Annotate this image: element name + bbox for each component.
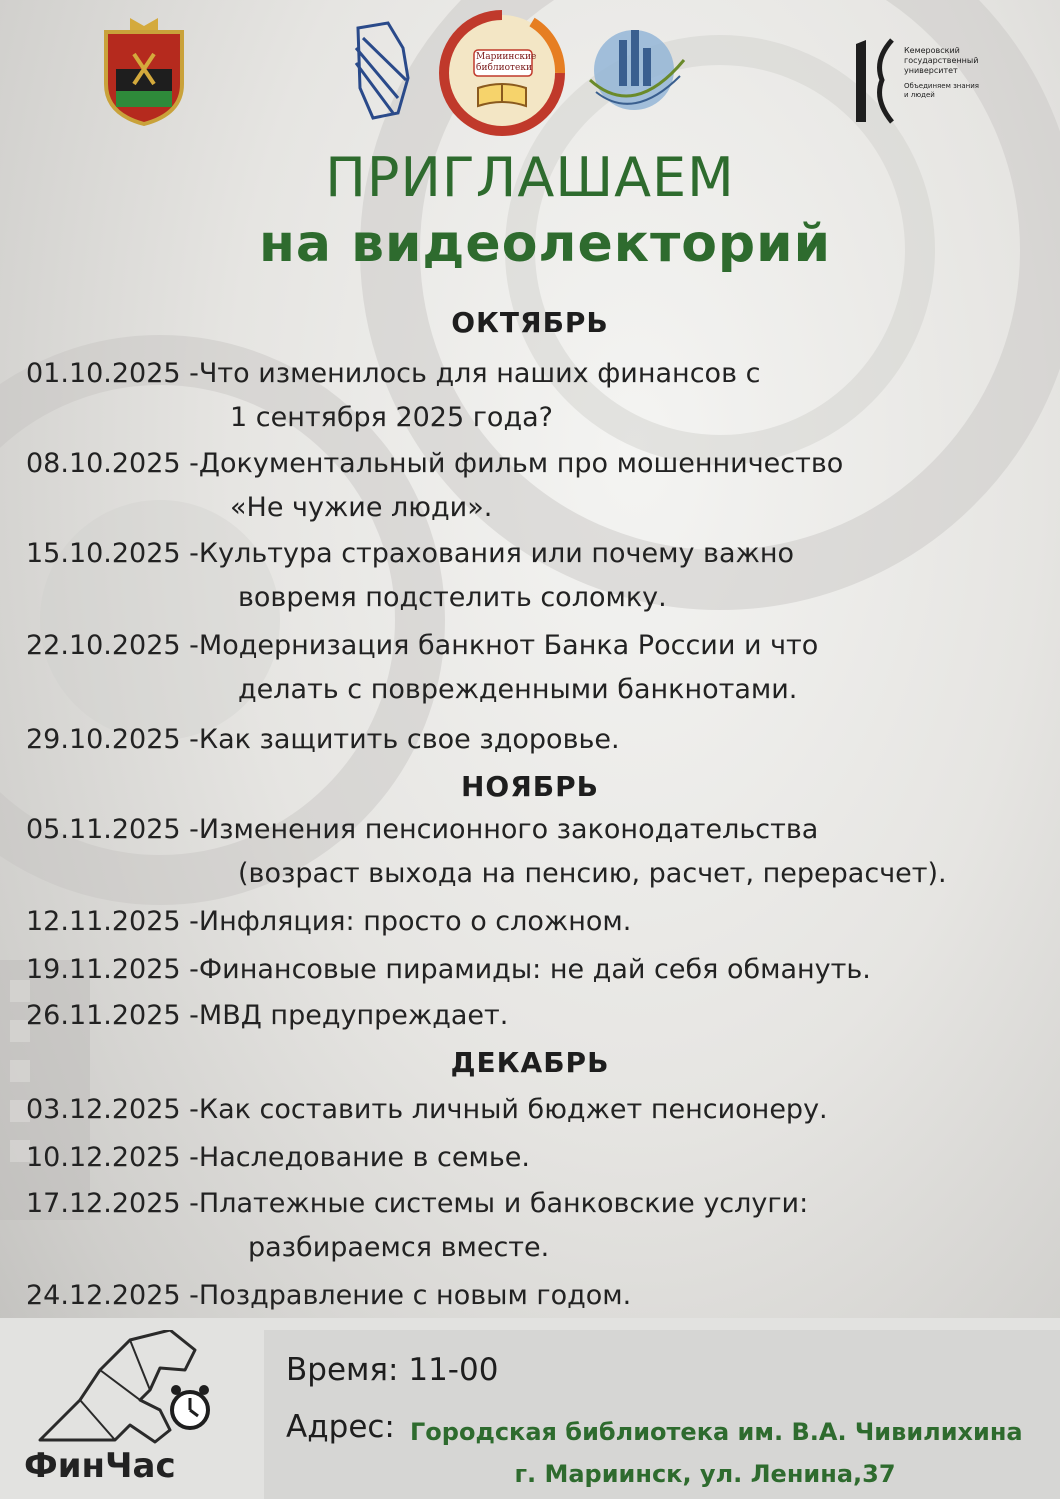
event-item bbox=[26, 1088, 828, 1132]
event-date: 10.12.2025 - bbox=[26, 1142, 199, 1173]
event-title: Поздравление с новым годом. bbox=[198, 1280, 632, 1311]
logos-row bbox=[0, 0, 1060, 150]
mariinsk-libraries-logo bbox=[436, 10, 566, 136]
library-logo-text: Мариинские библиотеки bbox=[476, 52, 537, 73]
finchas-brand: ФинЧас bbox=[24, 1446, 176, 1486]
event-title-continued: 1 сентября 2025 года? bbox=[230, 402, 553, 433]
address-label: Адрес: bbox=[286, 1409, 395, 1445]
event-item bbox=[26, 808, 947, 896]
event-item bbox=[26, 442, 843, 530]
event-date: 24.12.2025 - bbox=[26, 1280, 199, 1311]
event-item bbox=[26, 1274, 631, 1318]
event-title: Как защитить свое здоровье. bbox=[198, 724, 620, 755]
kemsu-k-icon bbox=[852, 38, 900, 124]
event-title-continued: разбираемся вместе. bbox=[248, 1232, 550, 1263]
event-date: 19.11.2025 - bbox=[26, 954, 199, 985]
kuzbass-coat-of-arms-icon bbox=[100, 14, 188, 126]
event-item bbox=[26, 900, 631, 944]
event-title: Инфляция: просто о сложном. bbox=[198, 906, 632, 937]
month-heading-december: ДЕКАБРЬ bbox=[450, 1046, 610, 1079]
event-title: Модернизация банкнот Банка России и что bbox=[198, 630, 819, 661]
event-title-continued: вовремя подстелить соломку. bbox=[238, 582, 667, 613]
region-map-logo-icon bbox=[348, 18, 418, 128]
event-date: 08.10.2025 - bbox=[26, 448, 199, 479]
dinosaur-alarm-clock-icon bbox=[20, 1330, 240, 1450]
event-time: Время: 11-00 bbox=[286, 1352, 499, 1388]
event-item bbox=[26, 718, 620, 762]
title-invite: ПРИГЛАШАЕМ bbox=[325, 146, 735, 209]
event-date: 03.12.2025 - bbox=[26, 1094, 199, 1125]
event-title: Как составить личный бюджет пенсионеру. bbox=[198, 1094, 828, 1125]
university-slogan: Объединяем знания и людей bbox=[904, 82, 979, 99]
title-video-lecture: на видеолекторий bbox=[258, 214, 832, 274]
event-title: Документальный фильм про мошенничество bbox=[198, 448, 844, 479]
event-item bbox=[26, 994, 508, 1038]
event-date: 05.11.2025 - bbox=[26, 814, 199, 845]
event-title: МВД предупреждает. bbox=[198, 1000, 509, 1031]
address-line-1: Городская библиотека им. В.А. Чивилихина bbox=[410, 1418, 1023, 1446]
event-date: 17.12.2025 - bbox=[26, 1188, 199, 1219]
event-title: Финансовые пирамиды: не дай себя обмануть. bbox=[198, 954, 871, 985]
month-heading-october: ОКТЯБРЬ bbox=[451, 306, 609, 339]
event-item bbox=[26, 532, 794, 620]
event-item bbox=[26, 1136, 530, 1180]
event-title: Культура страхования или почему важно bbox=[198, 538, 795, 569]
event-item bbox=[26, 1182, 808, 1270]
event-item bbox=[26, 352, 760, 440]
address-line-2: г. Мариинск, ул. Ленина,37 bbox=[514, 1460, 896, 1488]
event-item bbox=[26, 948, 871, 992]
event-title: Что изменилось для наших финансов с bbox=[198, 358, 761, 389]
financial-literacy-center-logo-icon bbox=[584, 20, 690, 124]
month-heading-november: НОЯБРЬ bbox=[460, 770, 599, 803]
event-item bbox=[26, 624, 818, 712]
event-title: Наследование в семье. bbox=[198, 1142, 530, 1173]
event-title-continued: делать с поврежденными банкнотами. bbox=[238, 674, 798, 705]
kemsu-university-logo bbox=[852, 38, 1002, 128]
event-title-continued: (возраст выхода на пенсию, расчет, перерасчет). bbox=[238, 858, 947, 889]
event-title: Платежные системы и банковские услуги: bbox=[198, 1188, 809, 1219]
event-date: 29.10.2025 - bbox=[26, 724, 199, 755]
event-date: 22.10.2025 - bbox=[26, 630, 199, 661]
event-date: 15.10.2025 - bbox=[26, 538, 199, 569]
event-date: 01.10.2025 - bbox=[26, 358, 199, 389]
event-title: Изменения пенсионного законодательства bbox=[198, 814, 819, 845]
event-date: 26.11.2025 - bbox=[26, 1000, 199, 1031]
event-date: 12.11.2025 - bbox=[26, 906, 199, 937]
event-title-continued: «Не чужие люди». bbox=[230, 492, 493, 523]
university-name: Кемеровский государственный университет bbox=[904, 46, 979, 75]
